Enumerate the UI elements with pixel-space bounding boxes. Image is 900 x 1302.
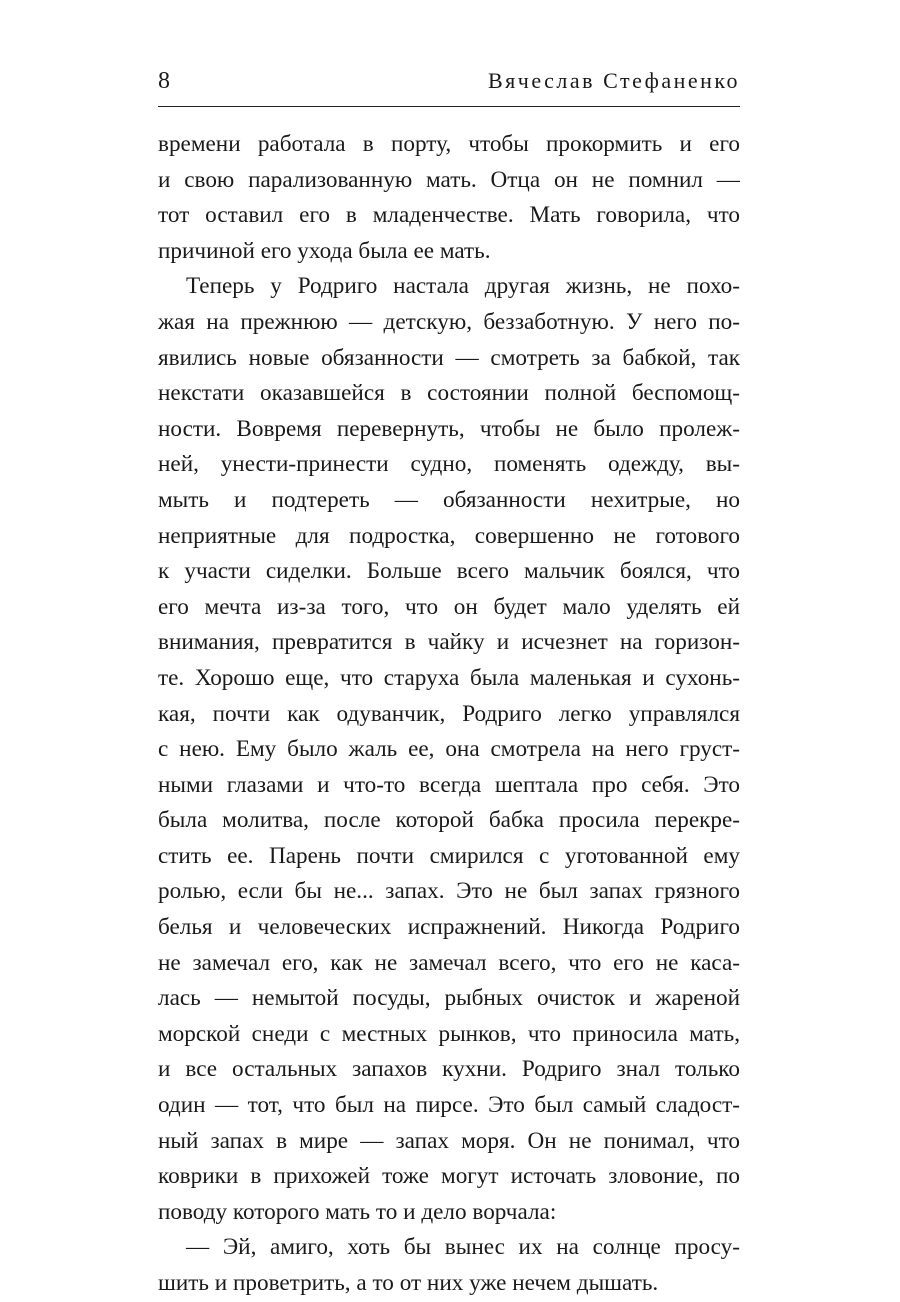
text-line: — Эй, амиго, хоть бы вынес их на солнце просу- — [186, 1234, 740, 1261]
text-line: белья и человеческих испражнений. Никогда Родриго — [158, 914, 740, 941]
text-line: стить ее. Парень почти смирился с уготованной ему — [158, 842, 740, 869]
text-line: его мечта из-за того, что он будет мало уделять ей — [158, 593, 740, 620]
page-number: 8 — [158, 68, 170, 94]
text-line: Теперь у Родриго настала другая жизнь, не похо- — [186, 273, 740, 300]
text-line: коврики в прихожей тоже могут источать зловоние, по — [158, 1163, 740, 1190]
text-line: с нею. Ему было жаль ее, она смотрела на него груст- — [158, 736, 740, 763]
text-line: и все остальных запахов кухни. Родриго знал только — [158, 1056, 740, 1083]
text-line: один — тот, что был на пирсе. Это был самый сладост- — [158, 1092, 740, 1119]
running-head-author: Вячеслав Стефаненко — [488, 68, 740, 93]
text-line: ными глазами и что-то всегда шептала про себя. Это — [158, 771, 740, 798]
text-line: некстати оказавшейся в состоянии полной беспомощ- — [158, 380, 740, 407]
text-line: к участи сиделки. Больше всего мальчик боялся, что — [158, 558, 740, 585]
text-line: морской снеди с местных рынков, что приносила мать, — [158, 1020, 740, 1047]
text-line: шить и проветрить, а то от них уже нечем дышать. — [158, 1270, 659, 1296]
text-line: и свою парализованную мать. Отца он не помнил — — [158, 166, 740, 193]
text-line: ней, унести-принести судно, поменять одежду, вы- — [158, 451, 740, 478]
text-line: внимания, превратится в чайку и исчезнет на горизон- — [158, 629, 740, 656]
text-line: ролью, если бы не... запах. Это не был запах грязного — [158, 878, 740, 905]
text-line: ный запах в мире — запах моря. Он не понимал, что — [158, 1127, 740, 1154]
text-line: поводу которого мать то и дело ворчала: — [158, 1198, 557, 1225]
text-line: те. Хорошо еще, что старуха была маленькая и сухонь- — [158, 664, 740, 691]
text-line: времени работала в порту, чтобы прокормить и его — [158, 131, 740, 157]
text-line: неприятные для подростка, совершенно не готового — [158, 522, 740, 549]
body-text — [158, 127, 740, 1302]
text-line: не замечал его, как не замечал всего, что его не каса- — [158, 949, 740, 976]
text-line: была молитва, после которой бабка просила перекре- — [158, 807, 740, 834]
page-header — [158, 66, 740, 107]
text-line: явились новые обязанности — смотреть за бабкой, так — [158, 344, 740, 371]
text-line: мыть и подтереть — обязанности нехитрые, но — [158, 486, 740, 513]
text-line: тот оставил его в младенчестве. Мать говорила, что — [158, 202, 740, 229]
text-line: лась — немытой посуды, рыбных очисток и жареной — [158, 985, 740, 1012]
text-line: ности. Вовремя перевернуть, чтобы не было пролеж- — [158, 415, 740, 442]
text-line: кая, почти как одуванчик, Родриго легко управлялся — [158, 700, 740, 727]
text-line: причиной его ухода была ее мать. — [158, 237, 491, 264]
text-line: жая на прежнюю — детскую, беззаботную. У него по- — [158, 308, 740, 335]
